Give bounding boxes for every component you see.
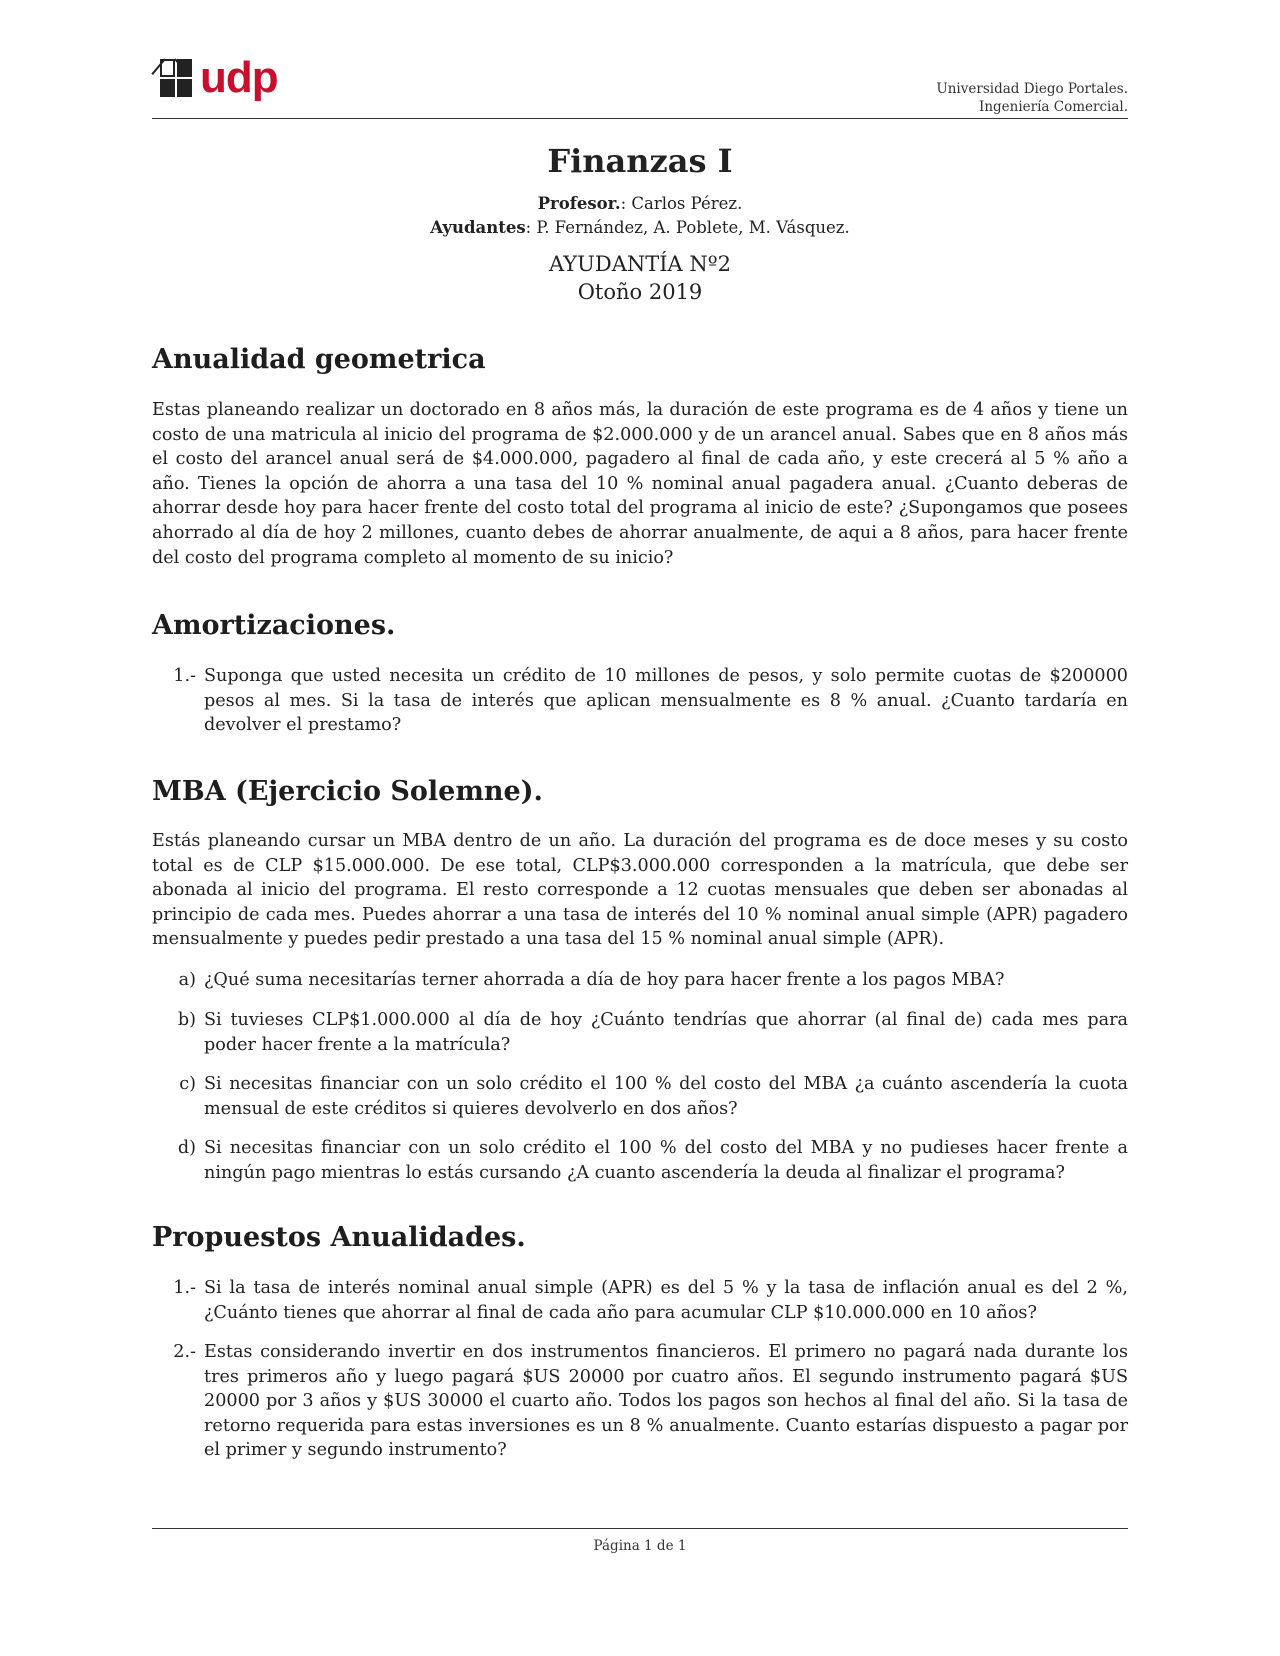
institution-block [936, 80, 1128, 116]
list-item [152, 1008, 1128, 1057]
item-text: Si necesitas financiar con un solo crédito el 100 % del costo del MBA y no pudieses hacer frente a ningún pago mientras lo estás cursando ¿A cuanto ascendería la deuda al finalizar el programa? [204, 1138, 1128, 1183]
item-text: Si tuvieses CLP$1.000.000 al día de hoy ¿Cuánto tendrías que ahorrar (al final de) cada mes para poder hacer frente a la matrícula? [204, 1010, 1128, 1055]
course-title: Finanzas I [547, 142, 733, 180]
brand-text: udp [200, 53, 278, 102]
list-item [152, 1276, 1128, 1325]
section-heading-amortizaciones: Amortizaciones. [152, 610, 396, 641]
item-marker: d) [177, 1138, 196, 1158]
list-item [152, 1136, 1128, 1185]
section-heading-mba: MBA (Ejercicio Solemne). [152, 776, 543, 807]
list-item [152, 1340, 1128, 1463]
footer-rule [152, 1528, 1128, 1529]
item-text: Si necesitas financiar con un solo crédito el 100 % del costo del MBA ¿a cuánto ascendería la cuota mensual de este créditos si quieres devolverlo en dos años? [204, 1074, 1128, 1119]
section-body-mba: Estás planeando cursar un MBA dentro de un año. La duración del programa es de doce meses y su costo total es de CLP $15.000.000. De ese total, CLP$3.000.000 corresponden a la matrícula, que debe ser abonada al inicio del programa. El resto corresponde a 12 cuotas mensuales que deben ser abonadas al principio de cada mes. Puedes ahorrar a una tasa de interés del 10 % nominal anual simple (APR) pagadero mensualmente y puedes pedir prestado a una tasa del 15 % nominal anual simple (APR). [152, 831, 1128, 950]
assistants-line [0, 218, 1280, 237]
item-marker: 1.- [173, 1278, 196, 1298]
professor-label: Profesor. [537, 194, 621, 213]
item-marker: c) [179, 1074, 196, 1094]
item-text: Estas considerando invertir en dos instrumentos financieros. El primero no pagará nada durante los tres primeros año y luego pagará $US 20000 por cuatro años. El segundo instrumento pagará $US 20000 por 3 años y $US 30000 el cuarto año. Todos los pagos son hechos al final del año. Si la tasa de retorno requerida para estas inversiones es un 8 % anualmente. Cuanto estarías dispuesto a pagar por el primer y segundo instrumento? [204, 1342, 1128, 1461]
udp-logo [160, 53, 278, 102]
page-number: Página 1 de 1 [593, 1538, 687, 1554]
item-text: Suponga que usted necesita un crédito de 10 millones de pesos, y solo permite cuotas de $200000 pesos al mes. Si la tasa de interés que aplican mensualmente es 8 % anual. ¿Cuanto tardaría en devolver el prestamo? [204, 666, 1128, 736]
institution-program: Ingeniería Comercial. [978, 99, 1128, 115]
institution-name: Universidad Diego Portales. [936, 81, 1128, 97]
item-marker: b) [177, 1010, 196, 1030]
professor-name: : Carlos Pérez. [620, 194, 743, 213]
term: Otoño 2019 [577, 280, 703, 304]
list-item [152, 1072, 1128, 1121]
section-heading-anualidad: Anualidad geometrica [152, 344, 486, 375]
assistants-names: : P. Fernández, A. Poblete, M. Vásquez. [525, 218, 850, 237]
item-marker: a) [178, 970, 196, 990]
item-text: Si la tasa de interés nominal anual simple (APR) es del 5 % y la tasa de inflación anual es del 2 %, ¿Cuánto tienes que ahorrar al final de cada año para acumular CLP $10.000.000 en 10 años? [204, 1278, 1128, 1323]
section-heading-propuestos: Propuestos Anualidades. [152, 1222, 526, 1253]
assistants-label: Ayudantes [430, 218, 526, 237]
item-text: ¿Qué suma necesitarías terner ahorrada a día de hoy para hacer frente a los pagos MBA? [204, 970, 1005, 990]
section-body-anualidad: Estas planeando realizar un doctorado en 8 años más, la duración de este programa es de 4 años y tiene un costo de una matricula al inicio del programa de $2.000.000 y de un arancel anual. Sabes que en 8 años más el costo del arancel anual será de $4.000.000, pagadero al final de cada año, y este crecerá al 5 % año a año. Tienes la opción de ahorra a una tasa del 10 % nominal anual pagadera anual. ¿Cuanto deberas de ahorrar desde hoy para hacer frente del costo total del programa al inicio de este? ¿Supongamos que posees ahorrado al día de hoy 2 millones, cuanto debes de ahorrar anualmente, de aqui a 8 años, para hacer frente del costo del programa completo al momento de su inicio? [152, 400, 1128, 568]
item-marker: 1.- [173, 666, 196, 686]
list-item [152, 968, 1128, 993]
item-marker: 2.- [173, 1342, 196, 1362]
professor-line [0, 194, 1280, 213]
header-rule [152, 118, 1128, 119]
crest-icon [160, 59, 192, 97]
session-title: AYUDANTÍA Nº2 [548, 252, 731, 276]
list-item [152, 664, 1128, 738]
